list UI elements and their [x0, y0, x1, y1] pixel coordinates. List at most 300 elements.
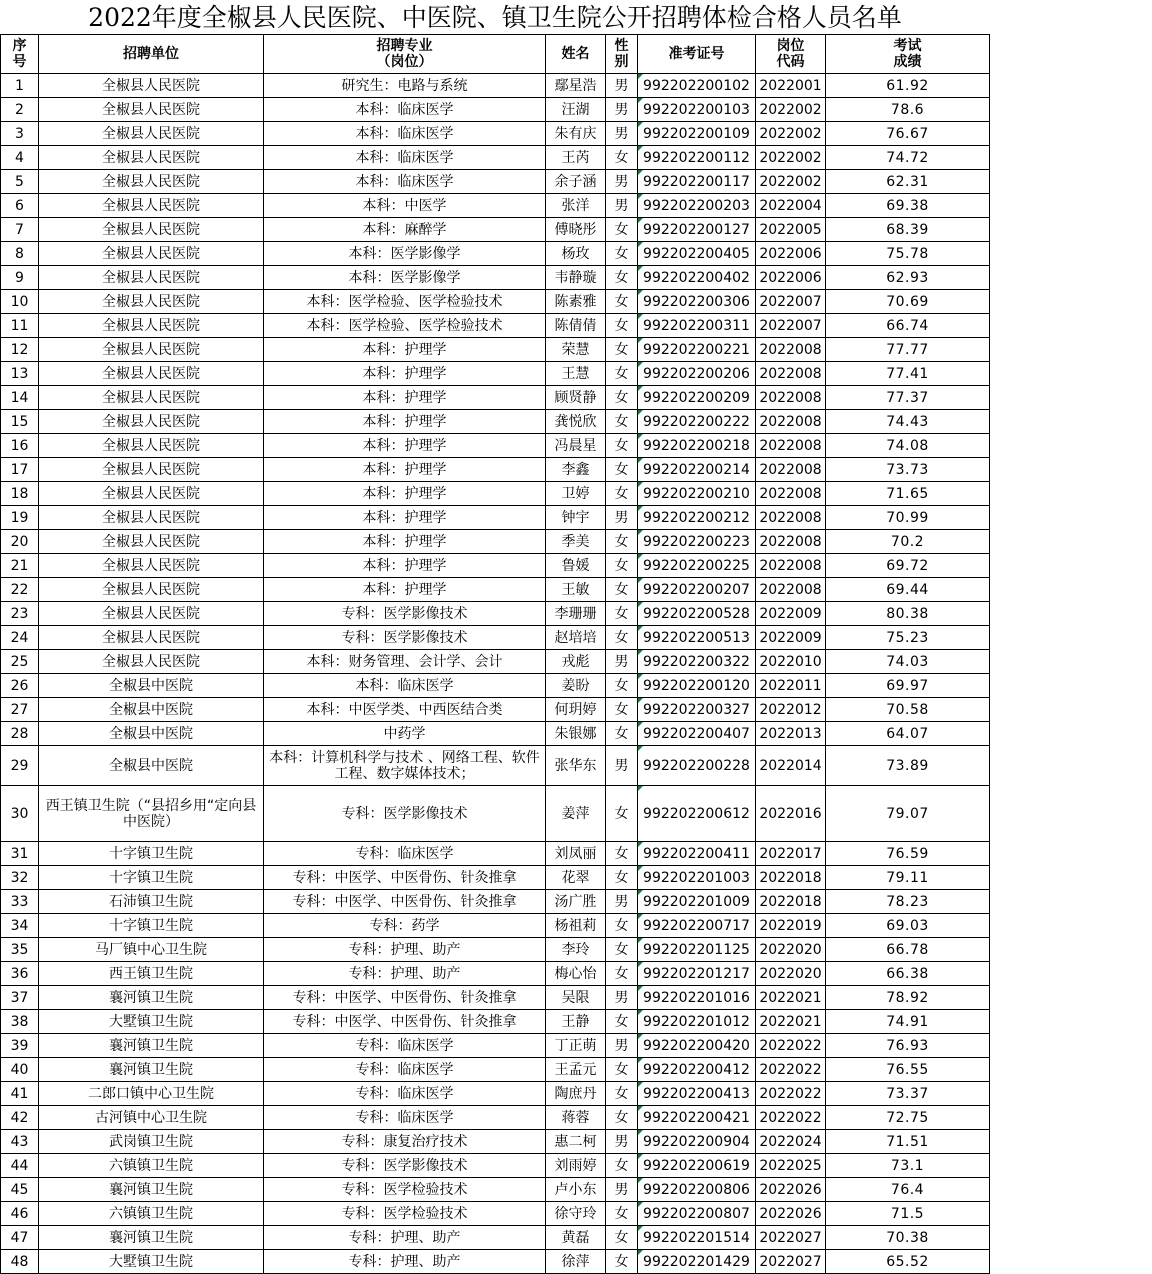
row-score: 73.89	[826, 746, 990, 786]
row-index: 5	[1, 170, 39, 194]
row-score: 62.93	[826, 266, 990, 290]
row-ticket: 992202200904	[638, 1130, 756, 1154]
row-score: 69.97	[826, 674, 990, 698]
table-row	[1, 842, 990, 866]
row-unit: 全椒县中医院	[39, 674, 264, 698]
row-unit: 西王镇卫生院	[39, 962, 264, 986]
table-row	[1, 578, 990, 602]
row-post-code: 2022027	[756, 1226, 826, 1250]
row-score: 70.99	[826, 506, 990, 530]
row-gender: 男	[606, 122, 638, 146]
table-row	[1, 786, 990, 842]
row-gender: 女	[606, 938, 638, 962]
row-unit: 六镇镇卫生院	[39, 1202, 264, 1226]
row-index: 23	[1, 602, 39, 626]
row-unit: 全椒县人民医院	[39, 170, 264, 194]
row-ticket: 992202200206	[638, 362, 756, 386]
row-major: 本科：护理学	[264, 458, 546, 482]
row-major: 本科：临床医学	[264, 674, 546, 698]
row-name: 钟宇	[546, 506, 606, 530]
table-row	[1, 914, 990, 938]
row-gender: 女	[606, 674, 638, 698]
table-row	[1, 362, 990, 386]
row-ticket: 992202200214	[638, 458, 756, 482]
row-score: 76.55	[826, 1058, 990, 1082]
table-row	[1, 1226, 990, 1250]
header-post-code: 岗位代码	[756, 35, 826, 74]
row-score: 70.2	[826, 530, 990, 554]
row-unit: 襄河镇卫生院	[39, 1226, 264, 1250]
row-index: 20	[1, 530, 39, 554]
row-gender: 女	[606, 1082, 638, 1106]
row-score: 76.4	[826, 1178, 990, 1202]
row-ticket: 992202201012	[638, 1010, 756, 1034]
row-name: 陶庶丹	[546, 1082, 606, 1106]
row-major: 本科：护理学	[264, 530, 546, 554]
row-gender: 女	[606, 1250, 638, 1274]
row-ticket: 992202200311	[638, 314, 756, 338]
row-major: 专科：护理、助产	[264, 962, 546, 986]
row-name: 卢小东	[546, 1178, 606, 1202]
row-post-code: 2022017	[756, 842, 826, 866]
row-post-code: 2022008	[756, 362, 826, 386]
row-ticket: 992202200612	[638, 786, 756, 842]
row-ticket: 992202200127	[638, 218, 756, 242]
row-major: 本科：护理学	[264, 506, 546, 530]
row-score: 71.51	[826, 1130, 990, 1154]
row-index: 44	[1, 1154, 39, 1178]
row-gender: 女	[606, 386, 638, 410]
row-score: 73.1	[826, 1154, 990, 1178]
row-gender: 女	[606, 482, 638, 506]
header-index: 序号	[1, 35, 39, 74]
row-index: 18	[1, 482, 39, 506]
row-name: 李鑫	[546, 458, 606, 482]
table-row	[1, 290, 990, 314]
row-ticket: 992202200619	[638, 1154, 756, 1178]
row-post-code: 2022008	[756, 410, 826, 434]
row-unit: 全椒县人民医院	[39, 410, 264, 434]
row-post-code: 2022011	[756, 674, 826, 698]
table-row	[1, 1178, 990, 1202]
row-major: 专科：医学影像技术	[264, 786, 546, 842]
row-major: 本科：中医学	[264, 194, 546, 218]
row-name: 刘雨婷	[546, 1154, 606, 1178]
row-unit: 全椒县人民医院	[39, 122, 264, 146]
table-row	[1, 386, 990, 410]
row-major: 研究生：电路与系统	[264, 74, 546, 98]
row-ticket: 992202200807	[638, 1202, 756, 1226]
row-post-code: 2022006	[756, 266, 826, 290]
row-post-code: 2022002	[756, 146, 826, 170]
row-gender: 女	[606, 962, 638, 986]
row-major: 专科：药学	[264, 914, 546, 938]
row-name: 杨祖莉	[546, 914, 606, 938]
row-index: 14	[1, 386, 39, 410]
row-index: 9	[1, 266, 39, 290]
row-major: 本科：财务管理、会计学、会计	[264, 650, 546, 674]
row-post-code: 2022008	[756, 530, 826, 554]
row-score: 69.03	[826, 914, 990, 938]
row-major: 本科：临床医学	[264, 122, 546, 146]
row-major: 中药学	[264, 722, 546, 746]
row-post-code: 2022026	[756, 1178, 826, 1202]
row-unit: 全椒县人民医院	[39, 266, 264, 290]
row-unit: 全椒县人民医院	[39, 482, 264, 506]
row-index: 39	[1, 1034, 39, 1058]
header-name: 姓名	[546, 35, 606, 74]
row-score: 66.38	[826, 962, 990, 986]
row-index: 15	[1, 410, 39, 434]
header-unit: 招聘单位	[39, 35, 264, 74]
table-row	[1, 698, 990, 722]
row-score: 79.07	[826, 786, 990, 842]
row-score: 70.58	[826, 698, 990, 722]
header-gender: 性别	[606, 35, 638, 74]
row-post-code: 2022008	[756, 482, 826, 506]
row-index: 11	[1, 314, 39, 338]
row-name: 徐守玲	[546, 1202, 606, 1226]
row-score: 74.03	[826, 650, 990, 674]
row-index: 30	[1, 786, 39, 842]
row-index: 10	[1, 290, 39, 314]
row-unit: 西王镇卫生院（“县招乡用“定向县中医院）	[39, 786, 264, 842]
row-index: 27	[1, 698, 39, 722]
row-score: 75.23	[826, 626, 990, 650]
row-unit: 大墅镇卫生院	[39, 1250, 264, 1274]
row-index: 19	[1, 506, 39, 530]
table-row	[1, 194, 990, 218]
row-major: 本科：护理学	[264, 434, 546, 458]
row-gender: 女	[606, 1058, 638, 1082]
row-unit: 十字镇卫生院	[39, 866, 264, 890]
row-ticket: 992202200421	[638, 1106, 756, 1130]
header-ticket: 准考证号	[638, 35, 756, 74]
page-title: 2022年度全椒县人民医院、中医院、镇卫生院公开招聘体检合格人员名单	[88, 3, 902, 32]
row-ticket: 992202200405	[638, 242, 756, 266]
table-row	[1, 338, 990, 362]
row-ticket: 992202200207	[638, 578, 756, 602]
table-row	[1, 74, 990, 98]
row-index: 8	[1, 242, 39, 266]
row-post-code: 2022019	[756, 914, 826, 938]
row-ticket: 992202200228	[638, 746, 756, 786]
row-post-code: 2022006	[756, 242, 826, 266]
row-name: 蒋蓉	[546, 1106, 606, 1130]
row-ticket: 992202200112	[638, 146, 756, 170]
row-unit: 襄河镇卫生院	[39, 986, 264, 1010]
row-major: 专科：医学检验技术	[264, 1178, 546, 1202]
row-ticket: 992202200218	[638, 434, 756, 458]
row-gender: 女	[606, 266, 638, 290]
header-major: 招聘专业（岗位）	[264, 35, 546, 74]
row-gender: 男	[606, 746, 638, 786]
row-unit: 襄河镇卫生院	[39, 1178, 264, 1202]
table-row	[1, 674, 990, 698]
row-unit: 武岗镇卫生院	[39, 1130, 264, 1154]
row-gender: 女	[606, 458, 638, 482]
row-index: 31	[1, 842, 39, 866]
header-score: 考试成绩	[826, 35, 990, 74]
row-major: 本科：护理学	[264, 578, 546, 602]
row-major: 专科：临床医学	[264, 1106, 546, 1130]
row-name: 荣慧	[546, 338, 606, 362]
row-gender: 男	[606, 506, 638, 530]
row-major: 本科：中医学类、中西医结合类	[264, 698, 546, 722]
row-gender: 女	[606, 602, 638, 626]
row-unit: 全椒县人民医院	[39, 98, 264, 122]
row-index: 17	[1, 458, 39, 482]
row-ticket: 992202200412	[638, 1058, 756, 1082]
row-name: 姜盼	[546, 674, 606, 698]
row-index: 26	[1, 674, 39, 698]
row-name: 朱银娜	[546, 722, 606, 746]
row-major: 本科：医学检验、医学检验技术	[264, 314, 546, 338]
row-unit: 全椒县中医院	[39, 746, 264, 786]
row-ticket: 992202201429	[638, 1250, 756, 1274]
row-ticket: 992202200420	[638, 1034, 756, 1058]
row-major: 本科：麻醉学	[264, 218, 546, 242]
row-index: 29	[1, 746, 39, 786]
table-row	[1, 938, 990, 962]
row-index: 43	[1, 1130, 39, 1154]
row-major: 本科：医学影像学	[264, 242, 546, 266]
row-gender: 男	[606, 194, 638, 218]
row-gender: 女	[606, 698, 638, 722]
row-major: 专科：护理、助产	[264, 1226, 546, 1250]
row-post-code: 2022018	[756, 866, 826, 890]
row-ticket: 992202200402	[638, 266, 756, 290]
row-post-code: 2022024	[756, 1130, 826, 1154]
row-score: 73.73	[826, 458, 990, 482]
row-gender: 男	[606, 1034, 638, 1058]
row-major: 专科：医学影像技术	[264, 626, 546, 650]
row-gender: 女	[606, 410, 638, 434]
row-post-code: 2022008	[756, 338, 826, 362]
row-ticket: 992202200210	[638, 482, 756, 506]
row-index: 2	[1, 98, 39, 122]
row-name: 赵培培	[546, 626, 606, 650]
row-name: 顾贤静	[546, 386, 606, 410]
row-score: 78.23	[826, 890, 990, 914]
row-post-code: 2022007	[756, 290, 826, 314]
row-post-code: 2022020	[756, 962, 826, 986]
row-gender: 女	[606, 842, 638, 866]
row-unit: 全椒县人民医院	[39, 242, 264, 266]
row-ticket: 992202200717	[638, 914, 756, 938]
row-post-code: 2022025	[756, 1154, 826, 1178]
row-name: 戎彪	[546, 650, 606, 674]
row-unit: 全椒县人民医院	[39, 146, 264, 170]
table-row	[1, 266, 990, 290]
row-post-code: 2022008	[756, 506, 826, 530]
row-major: 本科：护理学	[264, 410, 546, 434]
row-major: 本科：临床医学	[264, 146, 546, 170]
row-post-code: 2022022	[756, 1106, 826, 1130]
row-major: 本科：医学检验、医学检验技术	[264, 290, 546, 314]
row-score: 70.38	[826, 1226, 990, 1250]
row-ticket: 992202200327	[638, 698, 756, 722]
row-unit: 全椒县人民医院	[39, 554, 264, 578]
row-unit: 全椒县人民医院	[39, 74, 264, 98]
row-post-code: 2022008	[756, 386, 826, 410]
row-gender: 女	[606, 362, 638, 386]
row-ticket: 992202200109	[638, 122, 756, 146]
row-score: 61.92	[826, 74, 990, 98]
row-name: 王慧	[546, 362, 606, 386]
row-name: 汤广胜	[546, 890, 606, 914]
row-name: 鲁媛	[546, 554, 606, 578]
row-post-code: 2022022	[756, 1034, 826, 1058]
row-index: 6	[1, 194, 39, 218]
row-post-code: 2022008	[756, 578, 826, 602]
row-name: 梅心怡	[546, 962, 606, 986]
row-gender: 男	[606, 986, 638, 1010]
row-ticket: 992202200209	[638, 386, 756, 410]
row-post-code: 2022008	[756, 458, 826, 482]
row-index: 37	[1, 986, 39, 1010]
row-name: 吴限	[546, 986, 606, 1010]
table-row	[1, 1034, 990, 1058]
table-row	[1, 1082, 990, 1106]
row-post-code: 2022016	[756, 786, 826, 842]
table-row	[1, 506, 990, 530]
row-gender: 女	[606, 554, 638, 578]
row-unit: 全椒县人民医院	[39, 290, 264, 314]
row-score: 71.65	[826, 482, 990, 506]
row-name: 王孟元	[546, 1058, 606, 1082]
row-name: 何玥婷	[546, 698, 606, 722]
row-index: 4	[1, 146, 39, 170]
row-ticket: 992202201003	[638, 866, 756, 890]
table-row	[1, 962, 990, 986]
row-name: 季美	[546, 530, 606, 554]
row-index: 32	[1, 866, 39, 890]
table-row	[1, 602, 990, 626]
row-ticket: 992202200221	[638, 338, 756, 362]
row-major: 专科：临床医学	[264, 1034, 546, 1058]
row-gender: 男	[606, 98, 638, 122]
row-index: 28	[1, 722, 39, 746]
row-unit: 古河镇中心卫生院	[39, 1106, 264, 1130]
row-name: 张洋	[546, 194, 606, 218]
table-row	[1, 170, 990, 194]
row-index: 12	[1, 338, 39, 362]
row-index: 47	[1, 1226, 39, 1250]
row-score: 78.92	[826, 986, 990, 1010]
row-post-code: 2022001	[756, 74, 826, 98]
row-gender: 女	[606, 578, 638, 602]
row-index: 42	[1, 1106, 39, 1130]
row-unit: 石沛镇卫生院	[39, 890, 264, 914]
row-ticket: 992202201016	[638, 986, 756, 1010]
row-index: 33	[1, 890, 39, 914]
row-ticket: 992202201125	[638, 938, 756, 962]
row-unit: 全椒县中医院	[39, 722, 264, 746]
row-unit: 全椒县人民医院	[39, 362, 264, 386]
row-ticket: 992202200117	[638, 170, 756, 194]
row-major: 专科：中医学、中医骨伤、针灸推拿	[264, 890, 546, 914]
row-gender: 男	[606, 890, 638, 914]
row-gender: 女	[606, 530, 638, 554]
row-ticket: 992202200223	[638, 530, 756, 554]
row-unit: 马厂镇中心卫生院	[39, 938, 264, 962]
row-post-code: 2022009	[756, 602, 826, 626]
row-score: 68.39	[826, 218, 990, 242]
table-row	[1, 434, 990, 458]
row-post-code: 2022002	[756, 98, 826, 122]
row-unit: 全椒县人民医院	[39, 650, 264, 674]
row-post-code: 2022026	[756, 1202, 826, 1226]
row-post-code: 2022002	[756, 170, 826, 194]
row-unit: 全椒县中医院	[39, 698, 264, 722]
table-row	[1, 146, 990, 170]
table-row	[1, 1154, 990, 1178]
row-major: 专科：临床医学	[264, 1082, 546, 1106]
row-post-code: 2022008	[756, 434, 826, 458]
table-row	[1, 1058, 990, 1082]
row-major: 本科：护理学	[264, 386, 546, 410]
row-gender: 女	[606, 338, 638, 362]
row-score: 69.72	[826, 554, 990, 578]
row-index: 7	[1, 218, 39, 242]
row-gender: 女	[606, 146, 638, 170]
row-unit: 全椒县人民医院	[39, 194, 264, 218]
row-score: 74.91	[826, 1010, 990, 1034]
row-name: 杨玫	[546, 242, 606, 266]
row-ticket: 992202200102	[638, 74, 756, 98]
row-name: 汪湖	[546, 98, 606, 122]
table-row	[1, 866, 990, 890]
row-index: 24	[1, 626, 39, 650]
row-name: 朱有庆	[546, 122, 606, 146]
row-ticket: 992202200407	[638, 722, 756, 746]
row-unit: 全椒县人民医院	[39, 530, 264, 554]
row-ticket: 992202200806	[638, 1178, 756, 1202]
row-score: 71.5	[826, 1202, 990, 1226]
row-ticket: 992202200528	[638, 602, 756, 626]
row-score: 65.52	[826, 1250, 990, 1274]
row-index: 22	[1, 578, 39, 602]
row-index: 3	[1, 122, 39, 146]
row-ticket: 992202200411	[638, 842, 756, 866]
row-name: 龚悦欣	[546, 410, 606, 434]
row-post-code: 2022005	[756, 218, 826, 242]
row-unit: 全椒县人民医院	[39, 602, 264, 626]
row-score: 76.59	[826, 842, 990, 866]
table-row	[1, 626, 990, 650]
row-post-code: 2022027	[756, 1250, 826, 1274]
row-score: 74.08	[826, 434, 990, 458]
row-major: 专科：康复治疗技术	[264, 1130, 546, 1154]
row-score: 79.11	[826, 866, 990, 890]
row-index: 25	[1, 650, 39, 674]
row-post-code: 2022009	[756, 626, 826, 650]
row-name: 刘凤丽	[546, 842, 606, 866]
row-index: 40	[1, 1058, 39, 1082]
row-name: 王静	[546, 1010, 606, 1034]
row-ticket: 992202200225	[638, 554, 756, 578]
row-name: 李珊珊	[546, 602, 606, 626]
row-gender: 女	[606, 866, 638, 890]
row-score: 80.38	[826, 602, 990, 626]
table-row	[1, 890, 990, 914]
row-unit: 二郎口镇中心卫生院	[39, 1082, 264, 1106]
row-post-code: 2022013	[756, 722, 826, 746]
table-body	[1, 74, 990, 1274]
row-ticket: 992202201514	[638, 1226, 756, 1250]
row-gender: 男	[606, 170, 638, 194]
